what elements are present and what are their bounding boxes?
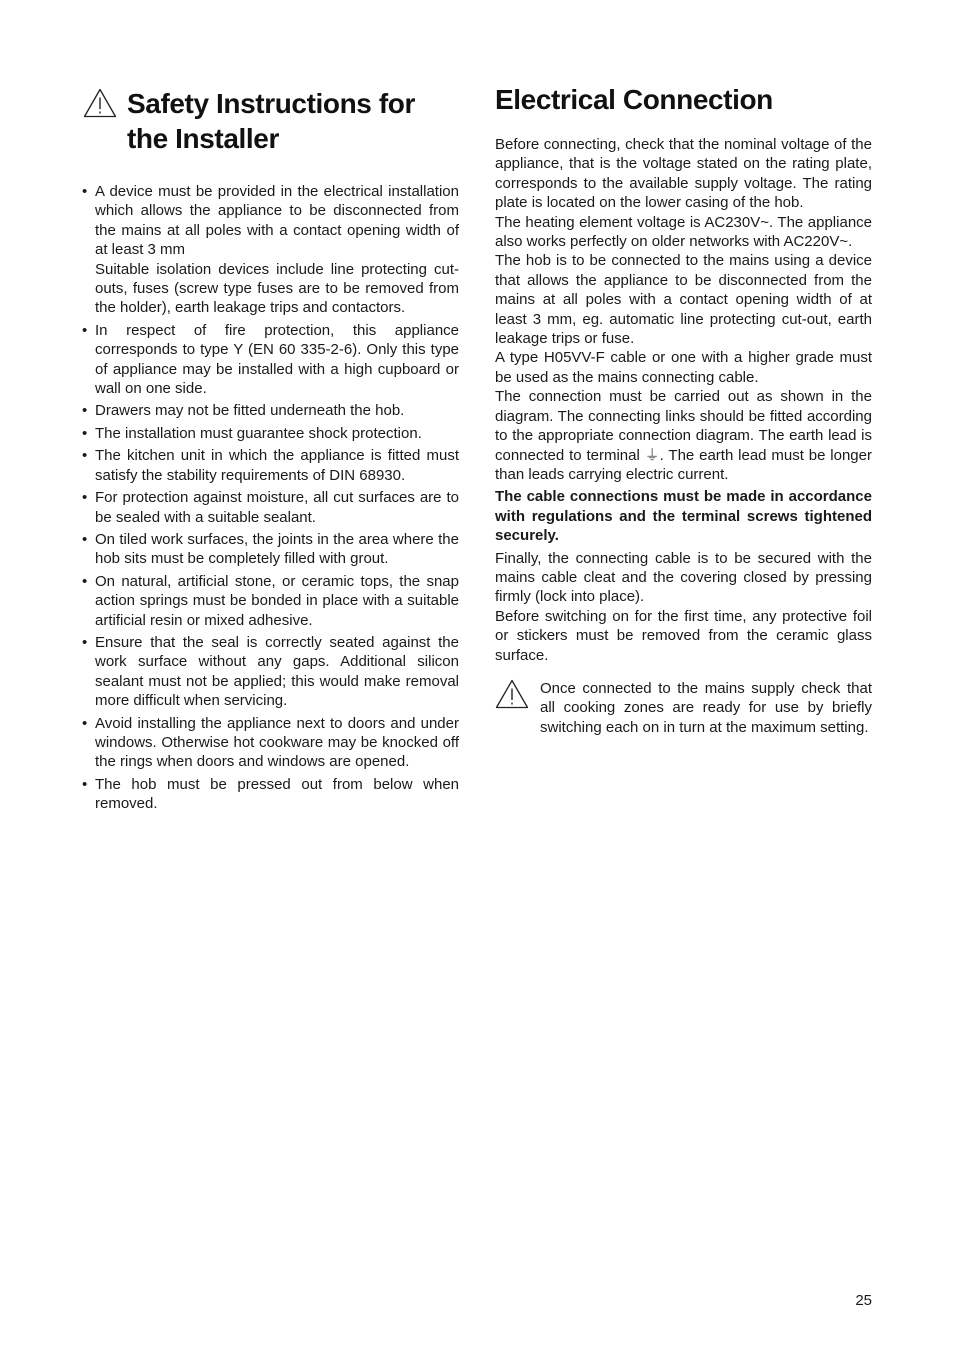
list-item — [82, 401, 459, 420]
list-item — [82, 633, 459, 711]
warning-notice — [495, 679, 872, 737]
section-title: Electrical Connection — [495, 84, 773, 115]
safety-heading-block — [82, 86, 459, 156]
electrical-connection-section — [495, 82, 872, 737]
list-item — [82, 775, 459, 814]
electrical-heading-block — [495, 82, 872, 118]
list-item-text: • On natural, artificial stone, or ceramic tops, the snap action springs must be bonded in place with a suitable artificial resin or mixed adhesive. — [95, 572, 459, 629]
list-item — [82, 714, 459, 772]
notice-text: Once connected to the mains supply check that all cooking zones are ready for use by briefly switching each on in turn at the maximum setting. — [540, 679, 872, 736]
list-item-text: • The kitchen unit in which the appliance is fitted must satisfy the stability requirements of DIN 68930. — [95, 447, 459, 484]
warning-triangle-icon — [83, 88, 117, 118]
bold-paragraph: The cable connections must be made in accordance with regulations and the terminal screws tightened securely. — [495, 488, 872, 545]
paragraph: A type H05VV-F cable or one with a higher grade must be used as the mains connecting cable. — [495, 349, 872, 386]
paragraph: The hob is to be connected to the mains using a device that allows the appliance to be disconnected from the mains at all poles with a contact opening width of at least 3 mm, eg. automatic line protecting cut-out, earth leakage trips or fuse. — [495, 252, 872, 348]
list-item — [82, 424, 459, 443]
list-item — [82, 530, 459, 569]
list-item-text: • A device must be provided in the electrical installation which allows the appliance to be disconnected from the mains at all poles with a contact opening width of at least 3 mm — [95, 183, 459, 259]
safety-instructions-section — [82, 86, 459, 817]
page-title — [127, 86, 459, 156]
list-item-text: • For protection against moisture, all cut surfaces are to be sealed with a suitable sealant. — [95, 489, 459, 526]
warning-triangle-icon — [495, 679, 529, 709]
list-item — [82, 321, 459, 399]
list-item-text: • The installation must guarantee shock protection. — [95, 424, 422, 442]
list-item — [82, 182, 459, 318]
list-item — [82, 446, 459, 485]
paragraph: Finally, the connecting cable is to be secured with the mains cable cleat and the covering closed by pressing firmly (lock into place). — [495, 549, 872, 606]
electrical-body — [495, 135, 872, 665]
list-item-text: • The hob must be pressed out from below when removed. — [95, 775, 459, 813]
page-number: 25 — [855, 1292, 872, 1309]
paragraph: Before switching on for the first time, any protective foil or stickers must be removed from the ceramic glass surface. — [495, 607, 872, 664]
title-line-1: Safety Instructions for — [127, 88, 415, 119]
list-item — [82, 572, 459, 630]
list-item-text: • Drawers may not be fitted underneath the hob. — [95, 402, 405, 420]
paragraph: The heating element voltage is AC230V~. The appliance also works perfectly on older networks with AC220V~. — [495, 213, 872, 251]
paragraph: Before connecting, check that the nominal voltage of the appliance, that is the voltage stated on the rating plate, corresponds to the available supply voltage. The rating plate is located on the lower casing of the hob. — [495, 136, 872, 212]
paragraph: The connection must be carried out as shown in the diagram. The connecting links should be fitted according to the appropriate connection diagram. The earth lead is connected to terminal ⏚. The earth lead must be longer than leads carrying electric current. — [495, 388, 872, 483]
title-line-2: the Installer — [127, 123, 279, 154]
safety-bullet-list — [82, 182, 459, 814]
list-item-text: • Avoid installing the appliance next to doors and under windows. Otherwise hot cookware may be knocked off the rings when doors and windows are opened. — [95, 714, 459, 771]
list-item-text: • On tiled work surfaces, the joints in the area where the hob sits must be completely filled with grout. — [95, 530, 459, 568]
list-item — [82, 488, 459, 527]
list-item-text: • Ensure that the seal is correctly seated against the work surface without any gaps. Additional silicon sealant must not be applied; this would make removal more difficult when servicing. — [95, 633, 459, 710]
list-item-text: • In respect of fire protection, this appliance corresponds to type Y (EN 60 335-2-6). Only this type of appliance may be installed with a high cupboard or wall on one side. — [95, 321, 459, 398]
list-item-text-continued: Suitable isolation devices include line protecting cut-outs, fuses (screw type fuses are to be removed from the holder), earth leakage trips and contactors. — [95, 260, 459, 317]
